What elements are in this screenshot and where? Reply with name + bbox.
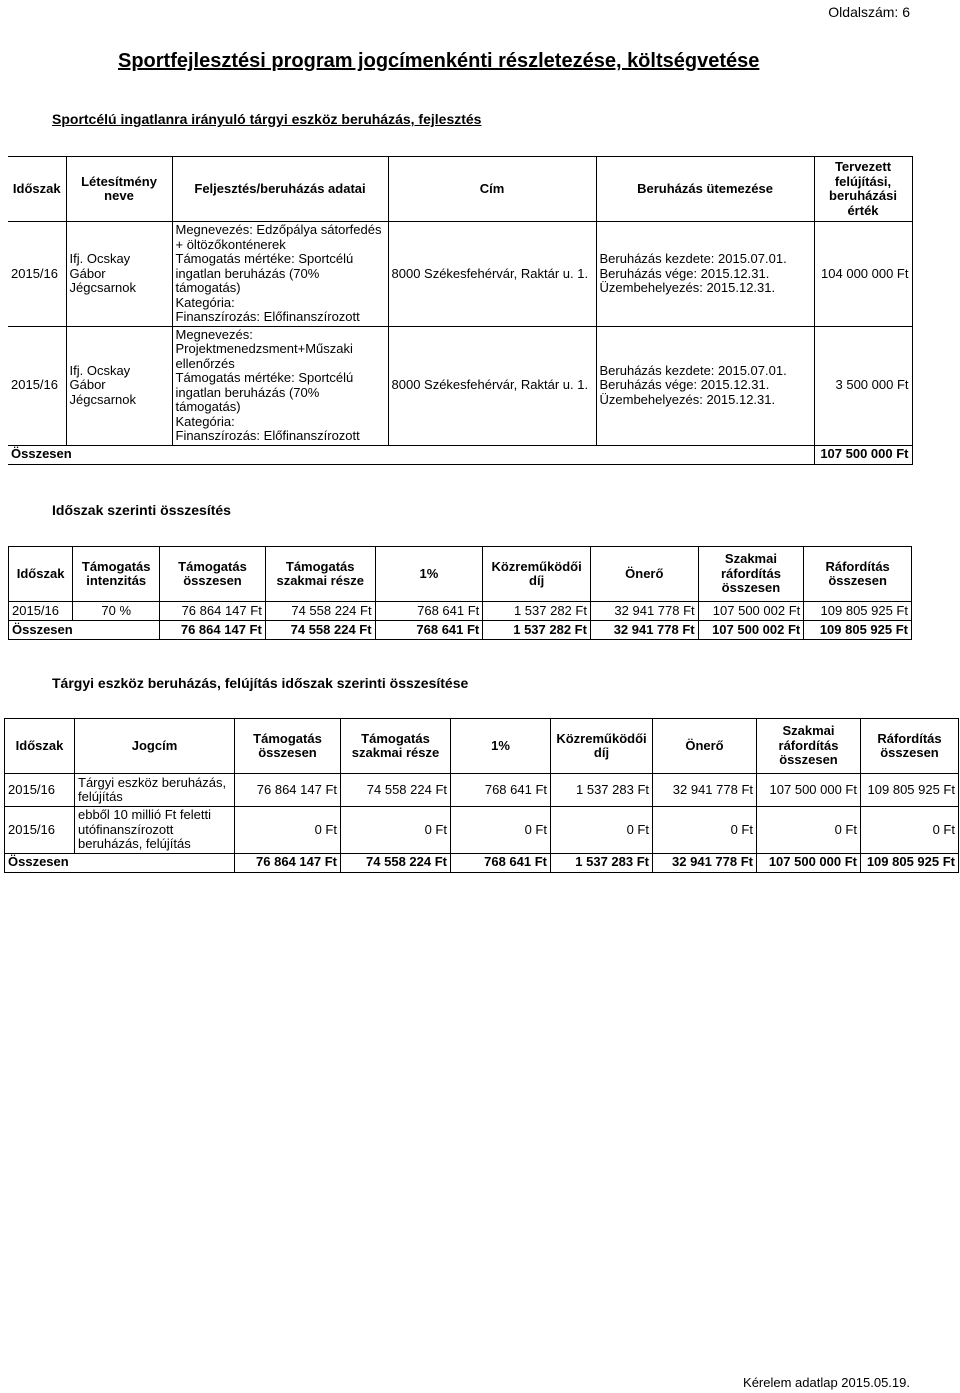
schedule-line: Beruházás kezdete: 2015.07.01. <box>599 362 787 378</box>
amount-cell: 32 941 778 Ft <box>590 621 698 640</box>
column-header: Időszak <box>9 547 73 602</box>
table-header-row <box>5 719 959 774</box>
section-title-investment: Sportcélú ingatlanra irányuló tárgyi eszköz beruházás, fejlesztés <box>52 111 482 127</box>
amount-cell: 0 Ft <box>861 807 959 854</box>
facility-cell: Ifj. Ocskay Gábor Jégcsarnok <box>66 326 172 445</box>
amount-cell: 107 500 002 Ft <box>698 602 804 621</box>
column-header: Közreműködői díj <box>483 547 591 602</box>
column-header: Beruházás ütemezése <box>596 157 814 222</box>
detail-line: Kategória: <box>175 294 235 310</box>
amount-cell: 1 537 282 Ft <box>483 621 591 640</box>
title-cell: ebből 10 millió Ft feletti utófinanszírozott beruházás, felújítás <box>75 807 235 854</box>
total-label: Összesen <box>5 853 235 872</box>
column-header: 1% <box>375 547 483 602</box>
amount-cell: 768 641 Ft <box>375 602 483 621</box>
amount-cell: 768 641 Ft <box>451 774 551 807</box>
amount-cell: 0 Ft <box>551 807 653 854</box>
detail-line: Finanszírozás: Előfinanszírozott <box>175 428 360 443</box>
section-title-asset-summary: Tárgyi eszköz beruházás, felújítás időszak szerinti összesítése <box>52 675 469 691</box>
detail-line: Megnevezés: Projektmenedzsment+Műszaki ellenőrzés <box>175 326 353 371</box>
column-header: Tervezett felújítási, beruházási érték <box>814 157 912 222</box>
column-header: Cím <box>388 157 596 222</box>
amount-cell: 0 Ft <box>341 807 451 854</box>
column-header: Szakmai ráfordítás összesen <box>757 719 861 774</box>
table-row <box>8 326 912 445</box>
total-label: Összesen <box>8 445 172 464</box>
facility-cell: Ifj. Ocskay Gábor Jégcsarnok <box>66 222 172 327</box>
table-header-row <box>9 547 912 602</box>
total-row <box>5 853 959 872</box>
value-cell: 3 500 000 Ft <box>814 326 912 445</box>
amount-cell: 107 500 000 Ft <box>757 774 861 807</box>
amount-cell: 768 641 Ft <box>451 853 551 872</box>
period-summary-table <box>8 546 912 640</box>
amount-cell: 76 864 147 Ft <box>160 621 266 640</box>
column-header: Önerő <box>590 547 698 602</box>
amount-cell: 109 805 925 Ft <box>804 621 912 640</box>
amount-cell: 74 558 224 Ft <box>341 774 451 807</box>
column-header: Önerő <box>653 719 757 774</box>
schedule-line: Beruházás vége: 2015.12.31. <box>599 377 770 393</box>
total-value: 107 500 000 Ft <box>814 445 912 464</box>
total-label: Összesen <box>9 621 160 640</box>
amount-cell: 0 Ft <box>757 807 861 854</box>
schedule-line: Beruházás kezdete: 2015.07.01. <box>599 251 787 266</box>
value-cell: 104 000 000 Ft <box>814 222 912 327</box>
amount-cell: 74 558 224 Ft <box>265 621 375 640</box>
amount-cell: 0 Ft <box>653 807 757 854</box>
table-row <box>9 602 912 621</box>
column-header: Létesítmény neve <box>66 157 172 222</box>
column-header: Szakmai ráfordítás összesen <box>698 547 804 602</box>
detail-line: Kategória: <box>175 413 235 429</box>
table-row <box>8 222 912 327</box>
detail-line: Támogatás mértéke: Sportcélú ingatlan beruházás (70% támogatás) <box>175 251 354 295</box>
address-cell: 8000 Székesfehérvár, Raktár u. 1. <box>388 222 596 327</box>
amount-cell: 107 500 002 Ft <box>698 621 804 640</box>
footer-text: Kérelem adatlap 2015.05.19. <box>743 1375 910 1390</box>
column-header: Támogatás összesen <box>160 547 266 602</box>
amount-cell: 74 558 224 Ft <box>341 853 451 872</box>
amount-cell: 109 805 925 Ft <box>804 602 912 621</box>
page-title: Sportfejlesztési program jogcímenkénti részletezése, költségvetése <box>118 50 760 72</box>
amount-cell: 32 941 778 Ft <box>653 853 757 872</box>
column-header: 1% <box>451 719 551 774</box>
column-header: Időszak <box>5 719 75 774</box>
intensity-cell: 70 % <box>73 602 160 621</box>
amount-cell: 1 537 283 Ft <box>551 853 653 872</box>
amount-cell: 107 500 000 Ft <box>757 853 861 872</box>
address-cell: 8000 Székesfehérvár, Raktár u. 1. <box>388 326 596 445</box>
detail-line: Finanszírozás: Előfinanszírozott <box>175 309 360 324</box>
amount-cell: 109 805 925 Ft <box>861 853 959 872</box>
period-cell: 2015/16 <box>8 326 66 445</box>
schedule-cell <box>596 222 814 327</box>
detail-line: Támogatás mértéke: Sportcélú ingatlan beruházás (70% támogatás) <box>175 370 354 414</box>
period-cell: 2015/16 <box>5 774 75 807</box>
column-header: Közreműködői díj <box>551 719 653 774</box>
table-row <box>5 807 959 854</box>
total-row <box>8 445 912 464</box>
column-header: Támogatás intenzitás <box>73 547 160 602</box>
period-cell: 2015/16 <box>9 602 73 621</box>
column-header: Jogcím <box>75 719 235 774</box>
details-cell <box>172 326 388 445</box>
column-header: Támogatás szakmai része <box>265 547 375 602</box>
column-header: Támogatás összesen <box>235 719 341 774</box>
amount-cell: 0 Ft <box>451 807 551 854</box>
amount-cell: 76 864 147 Ft <box>235 853 341 872</box>
investment-details-table <box>8 156 913 465</box>
schedule-line: Beruházás vége: 2015.12.31. <box>599 265 770 281</box>
detail-line: Megnevezés: Edzőpálya sátorfedés + öltözőkonténerek <box>175 222 382 252</box>
amount-cell: 32 941 778 Ft <box>590 602 698 621</box>
section-title-period-summary: Időszak szerinti összesítés <box>52 502 231 518</box>
asset-summary-table <box>4 718 959 873</box>
table-header-row <box>8 157 912 222</box>
schedule-line: Üzembehelyezés: 2015.12.31. <box>599 391 776 407</box>
page-number: Oldalszám: 6 <box>828 4 910 20</box>
column-header: Ráfordítás összesen <box>804 547 912 602</box>
amount-cell: 74 558 224 Ft <box>265 602 375 621</box>
amount-cell: 76 864 147 Ft <box>160 602 266 621</box>
amount-cell: 1 537 283 Ft <box>551 774 653 807</box>
schedule-cell <box>596 326 814 445</box>
total-row <box>9 621 912 640</box>
column-header: Támogatás szakmai része <box>341 719 451 774</box>
period-cell: 2015/16 <box>8 222 66 327</box>
amount-cell: 0 Ft <box>235 807 341 854</box>
table-row <box>5 774 959 807</box>
details-cell <box>172 222 388 327</box>
amount-cell: 32 941 778 Ft <box>653 774 757 807</box>
amount-cell: 76 864 147 Ft <box>235 774 341 807</box>
column-header: Időszak <box>8 157 66 222</box>
column-header: Ráfordítás összesen <box>861 719 959 774</box>
column-header: Feljesztés/beruházás adatai <box>172 157 388 222</box>
period-cell: 2015/16 <box>5 807 75 854</box>
amount-cell: 109 805 925 Ft <box>861 774 959 807</box>
title-cell: Tárgyi eszköz beruházás, felújítás <box>75 774 235 807</box>
amount-cell: 1 537 282 Ft <box>483 602 591 621</box>
amount-cell: 768 641 Ft <box>375 621 483 640</box>
schedule-line: Üzembehelyezés: 2015.12.31. <box>599 280 776 295</box>
